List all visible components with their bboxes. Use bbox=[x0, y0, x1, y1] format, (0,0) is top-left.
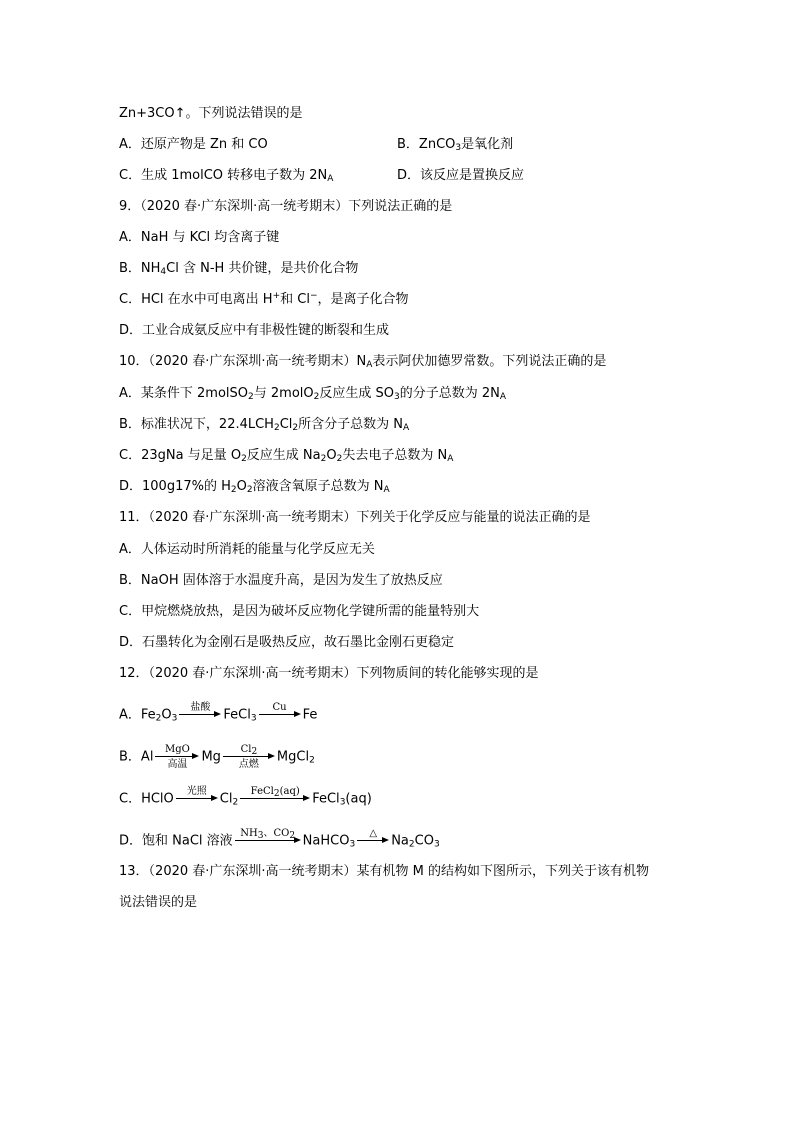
reaction-arrow bbox=[357, 826, 389, 856]
q10-stem: 10．（2020 春·广东深圳·高一统考期末）$N_A$表示阿伏加德罗常数。下列说法正确的是 bbox=[119, 354, 607, 370]
gas-up-arrow-icon: ↑ bbox=[174, 106, 186, 121]
reaction-arrow: 盐酸 bbox=[179, 700, 221, 730]
q8-option-b[interactable]: B．ZnCO$_3$是氧化剂 bbox=[397, 137, 514, 153]
q13-stem-continued: 说法错误的是 bbox=[119, 895, 198, 910]
heat-triangle-icon: △ bbox=[369, 828, 378, 839]
q11-option-a[interactable]: A．人体运动时所消耗的能量与化学反应无关 bbox=[119, 542, 375, 557]
reaction-arrow: FeCl$_2$(aq) bbox=[240, 784, 310, 814]
q10-option-b[interactable]: B．标准状况下，$22.4LCH_2Cl_2$所含分子总数为 $N_A$ bbox=[119, 417, 410, 433]
q12-stem: 12．（2020 春·广东深圳·高一统考期末）下列物质间的转化能够实现的是 bbox=[119, 666, 539, 681]
q12-option-d[interactable]: D．饱和 NaCl 溶液 $NH_3$、$CO_2$ NaHCO$_3$ △ $Na_2CO_3$ bbox=[119, 826, 440, 857]
q10-option-a[interactable]: A．某条件下 2molSO$_2$与 2molO$_2$反应生成 $SO_3$的分子总数为 $2N_A$ bbox=[119, 386, 507, 402]
q11-option-b[interactable]: B．NaOH 固体溶于水温度升高，是因为发生了放热反应 bbox=[119, 573, 443, 588]
q12-option-b[interactable]: B．Al MgO 高温 Mg $Cl_2$ 点燃 MgCl$_2$ bbox=[119, 744, 315, 770]
q12-option-a[interactable]: A．$Fe_2O_3$ 盐酸 FeCl$_3$ Cu Fe bbox=[119, 700, 317, 731]
q9-option-b[interactable]: B．$NH_4Cl$ 含 N-H 共价键，是共价化合物 bbox=[119, 261, 359, 277]
q8-stem: Zn+3CO↑。下列说法错误的是 bbox=[119, 106, 303, 121]
q8-option-d[interactable]: D．该反应是置换反应 bbox=[397, 168, 525, 183]
q11-option-c[interactable]: C．甲烷燃烧放热，是因为破坏反应物化学键所需的能量特别大 bbox=[119, 604, 480, 619]
reaction-arrow: MgO 高温 bbox=[155, 742, 199, 772]
q10-option-c[interactable]: C．23gNa 与足量 $O_2$反应生成 $Na_2O_2$失去电子总数为 $N_A$ bbox=[119, 448, 454, 464]
reaction-arrow: Cu bbox=[259, 700, 301, 730]
reaction-arrow: $Cl_2$ 点燃 bbox=[223, 742, 275, 772]
reaction-arrow: $NH_3$、$CO_2$ bbox=[235, 826, 301, 856]
reaction-arrow: 光照 bbox=[176, 784, 218, 814]
q12-option-c[interactable]: C．HClO 光照 $Cl_2$ FeCl$_2$(aq) FeCl$_3$(aq) bbox=[119, 784, 372, 815]
q10-option-d[interactable]: D．100g17%的 $H_2O_2$溶液含氧原子总数为 $N_A$ bbox=[119, 479, 390, 495]
q8-option-a[interactable]: A．还原产物是 Zn 和 CO bbox=[119, 137, 268, 152]
q9-option-d[interactable]: D．工业合成氨反应中有非极性键的断裂和生成 bbox=[119, 323, 390, 338]
q9-option-a[interactable]: A．NaH 与 KCl 均含离子键 bbox=[119, 230, 280, 245]
q9-option-c[interactable]: C．HCl 在水中可电离出 H+和 Cl−，是离子化合物 bbox=[119, 291, 409, 307]
q11-stem: 11．（2020 春·广东深圳·高一统考期末）下列关于化学反应与能量的说法正确的是 bbox=[119, 510, 591, 525]
q9-stem: 9．（2020 春·广东深圳·高一统考期末）下列说法正确的是 bbox=[119, 199, 453, 214]
q13-stem: 13．（2020 春·广东深圳·高一统考期末）某有机物 M 的结构如下图所示，下列关于该有机物 bbox=[119, 864, 650, 879]
q8-option-c[interactable]: C．生成 1molCO 转移电子数为 $2N_A$ bbox=[119, 168, 334, 184]
q11-option-d[interactable]: D．石墨转化为金刚石是吸热反应，故石墨比金刚石更稳定 bbox=[119, 635, 455, 650]
